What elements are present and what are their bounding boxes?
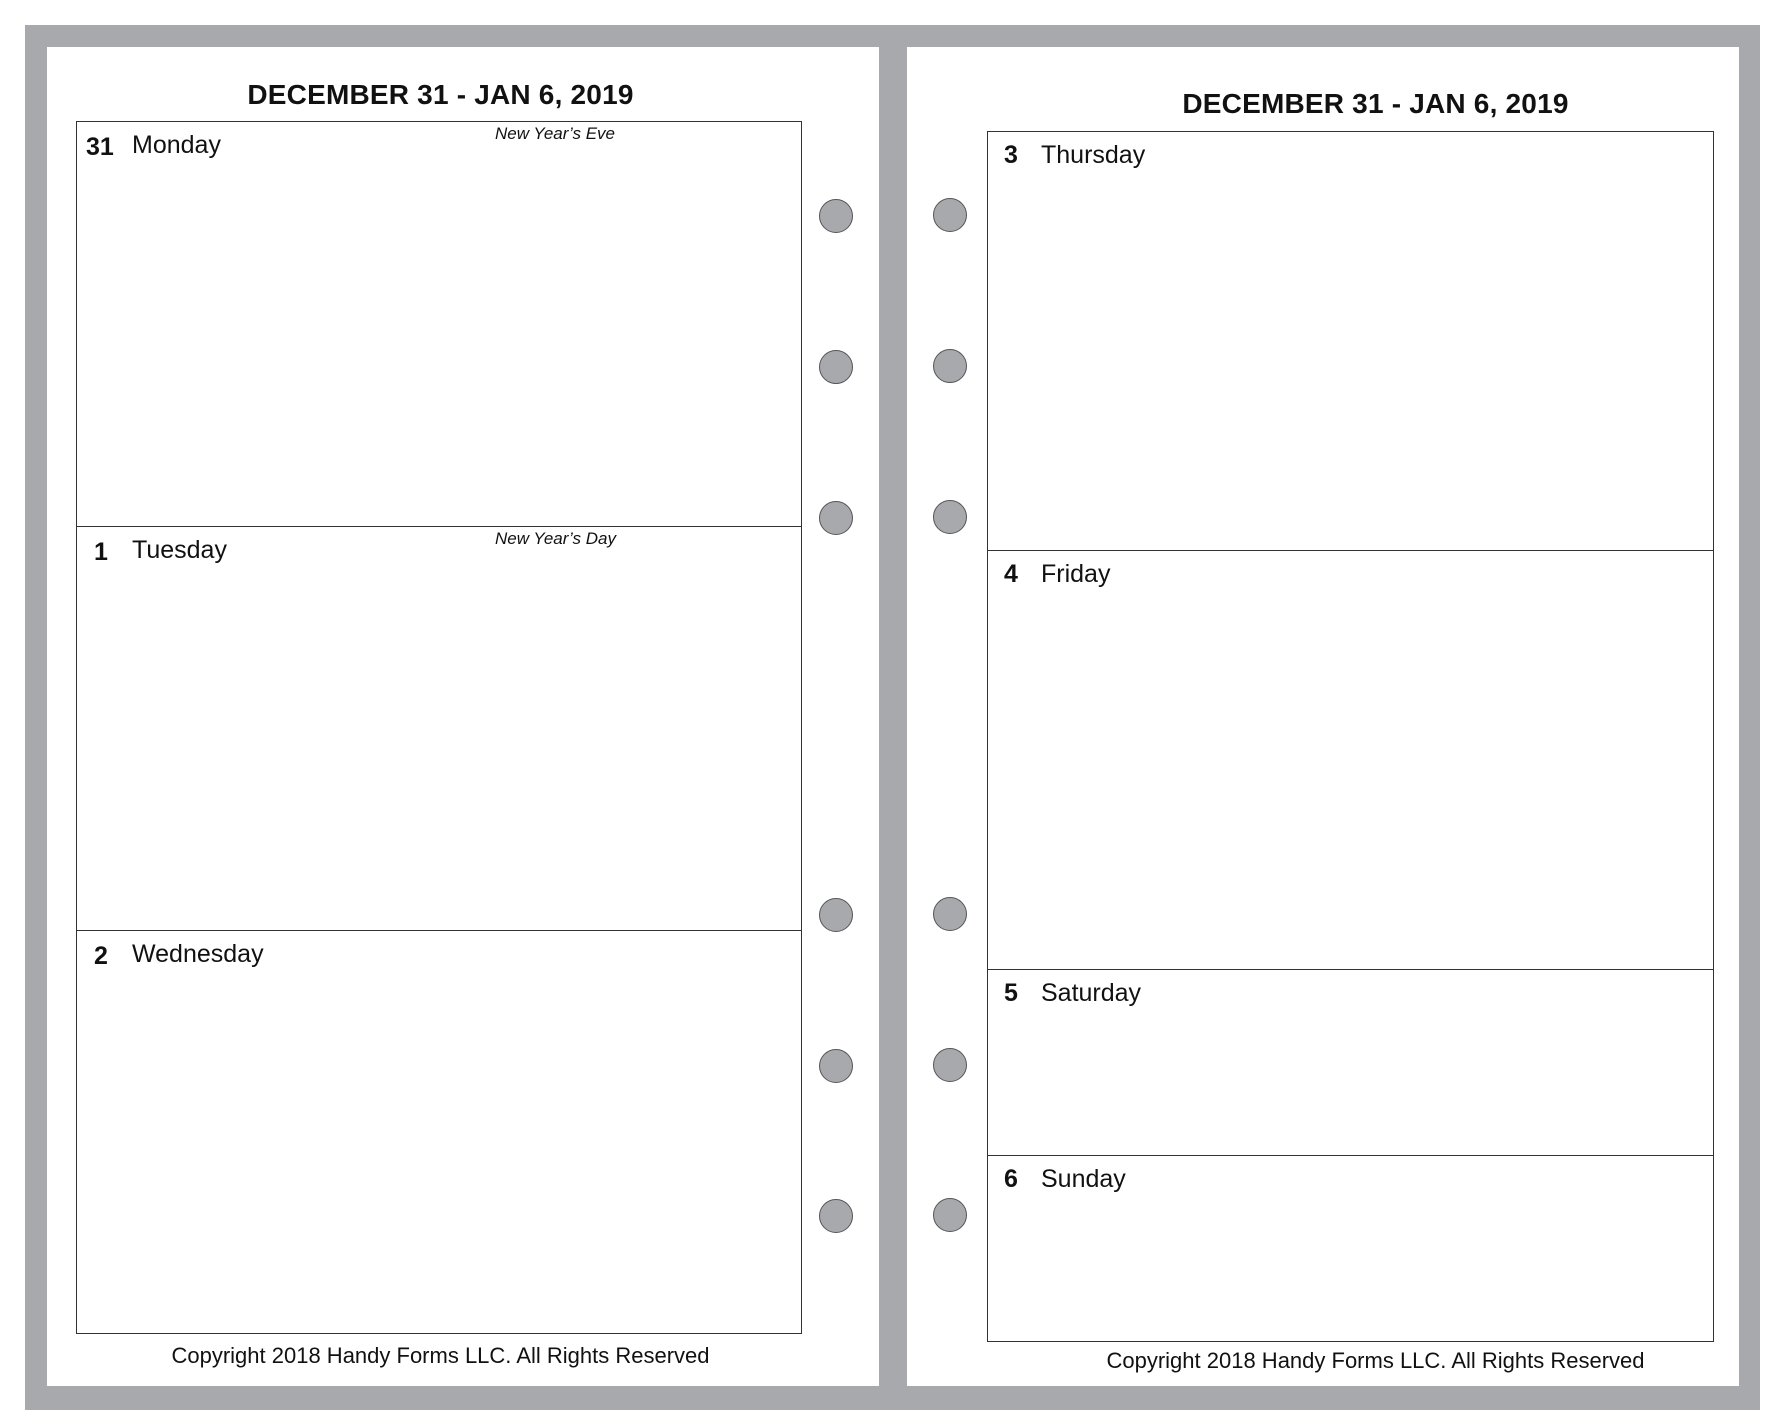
day-cell-sunday[interactable] [988, 1156, 1713, 1340]
day-name: Monday [132, 131, 221, 159]
day-number: 5 [1004, 979, 1018, 1007]
holiday-label: New Year’s Eve [495, 124, 616, 143]
binder-hole-icon [933, 198, 967, 232]
binder-hole-icon [933, 1048, 967, 1082]
day-number: 3 [1004, 141, 1018, 169]
right-day-grid [987, 131, 1714, 1342]
day-number: 6 [1004, 1165, 1018, 1193]
day-cell-wednesday[interactable] [77, 931, 801, 1332]
binder-hole-icon [819, 199, 853, 233]
day-number: 1 [94, 538, 108, 566]
left-day-grid [76, 121, 802, 1334]
day-cell-friday[interactable] [988, 551, 1713, 970]
day-number: 2 [94, 942, 108, 970]
binder-hole-icon [819, 350, 853, 384]
binder-hole-icon [933, 897, 967, 931]
right-page-title: DECEMBER 31 - JAN 6, 2019 [1182, 88, 1569, 119]
binder-hole-icon [933, 349, 967, 383]
left-page-title: DECEMBER 31 - JAN 6, 2019 [247, 79, 634, 110]
day-name: Tuesday [132, 536, 227, 564]
day-cell-monday[interactable] [77, 122, 801, 527]
binder-hole-icon [819, 1199, 853, 1233]
day-cell-tuesday[interactable] [77, 527, 801, 931]
binder-hole-icon [933, 1198, 967, 1232]
left-page [47, 47, 879, 1386]
right-page [907, 47, 1739, 1386]
right-copyright: Copyright 2018 Handy Forms LLC. All Rights Reserved [1106, 1348, 1645, 1373]
day-number: 4 [1004, 560, 1018, 588]
day-name: Sunday [1041, 1165, 1126, 1193]
binder-hole-icon [819, 898, 853, 932]
day-cell-saturday[interactable] [988, 970, 1713, 1156]
binder-hole-icon [933, 500, 967, 534]
binder-hole-icon [819, 1049, 853, 1083]
holiday-label: New Year’s Day [495, 529, 616, 548]
day-name: Wednesday [132, 940, 264, 968]
day-cell-thursday[interactable] [988, 132, 1713, 551]
day-name: Saturday [1041, 979, 1142, 1007]
day-number: 31 [86, 133, 114, 161]
day-name: Friday [1041, 560, 1111, 588]
left-copyright: Copyright 2018 Handy Forms LLC. All Rights Reserved [171, 1343, 710, 1368]
binder-hole-icon [819, 501, 853, 535]
day-name: Thursday [1041, 141, 1146, 169]
